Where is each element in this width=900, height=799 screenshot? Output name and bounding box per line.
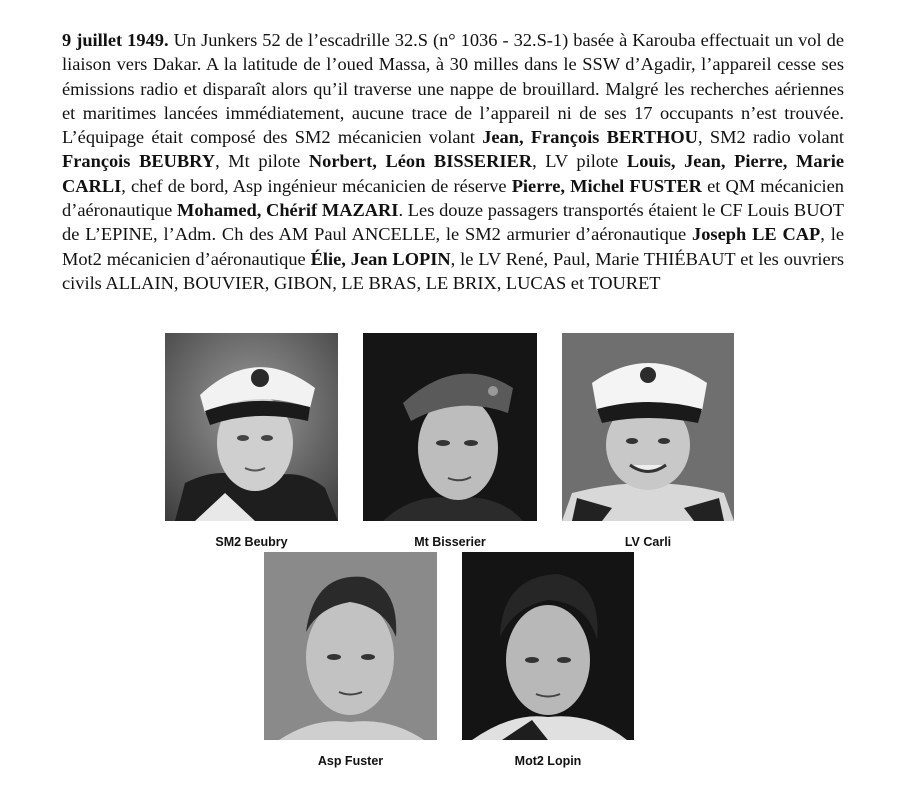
- text-segment: 9 juillet 1949.: [62, 30, 169, 50]
- portrait-photo-fuster: [264, 552, 437, 740]
- portrait-sailor-white-cap-icon: [165, 333, 338, 521]
- photo-caption: Asp Fuster: [317, 754, 384, 768]
- portrait-photo-bisserier: [363, 333, 537, 521]
- person-name: François BEUBRY: [62, 151, 216, 172]
- text-segment: , le Mot2 mécanicien d’aéronautique: [62, 224, 845, 269]
- person-name: Louis, Jean, Pierre, Marie CARLI: [62, 151, 844, 196]
- photo-caption: Mot2 Lopin: [514, 754, 582, 768]
- person-name: Élie, Jean LOPIN: [310, 248, 451, 269]
- text-segment: . Les douze passagers transportés étaient le CF Louis BUOT de L’EPINE, l’Adm. Ch des AM Paul ANCELLE, le SM2 armurier d’aéronautique: [62, 200, 844, 245]
- photo-caption: SM2 Beubry: [215, 535, 288, 549]
- portrait-photo-carli: [562, 333, 734, 521]
- person-name: Joseph LE CAP: [692, 224, 821, 245]
- portrait-photo-lopin: [462, 552, 634, 740]
- text-segment: , Mt pilote: [215, 151, 309, 172]
- person-name: Norbert, Léon BISSERIER: [308, 151, 533, 172]
- person-name: Mohamed, Chérif MAZARI: [177, 200, 399, 221]
- text-segment: Un Junkers 52 de l’escadrille 32.S (n° 1036 - 32.S-1) basée à Karouba effectuait un vol de liaison vers Dakar. A la latitude de l’oued Massa, à 30 milles dans le SSW d’Agadir, l’appareil cesse ses émissions radio et disparaît alors qu’il traverse une nappe de brouillard. Malgré les recherches aériennes et maritimes lancées immédiatement, aucune trace de l’appareil ni de ses 17 occupants n’est trouvée. L’équipage était composé des SM2 mécanicien volant: [62, 30, 844, 148]
- text-segment: , LV pilote: [532, 151, 627, 172]
- person-name: Pierre, Michel FUSTER: [511, 175, 702, 196]
- portrait-officer-cap-icon: [562, 333, 734, 521]
- person-name: Jean, François BERTHOU: [482, 127, 698, 148]
- portrait-bareheaded-icon: [264, 552, 437, 740]
- text-segment: , chef de bord, Asp ingénieur mécanicien de réserve: [121, 175, 512, 196]
- portrait-bareheaded-icon: [462, 552, 634, 740]
- text-segment: et QM mécanicien d’aéronautique: [62, 175, 844, 221]
- photo-caption: Mt Bisserier: [414, 535, 486, 549]
- article-text: [62, 28, 844, 295]
- portrait-side-cap-icon: [363, 333, 537, 521]
- text-segment: , SM2 radio volant: [697, 127, 845, 148]
- portrait-photo-beubry: [165, 333, 338, 521]
- photo-caption: LV Carli: [624, 535, 672, 549]
- text-segment: , le LV René, Paul, Marie THIÉBAUT et les ouvriers civils ALLAIN, BOUVIER, GIBON, LE BRAS, LE BRIX, LUCAS et TOURET: [62, 248, 844, 293]
